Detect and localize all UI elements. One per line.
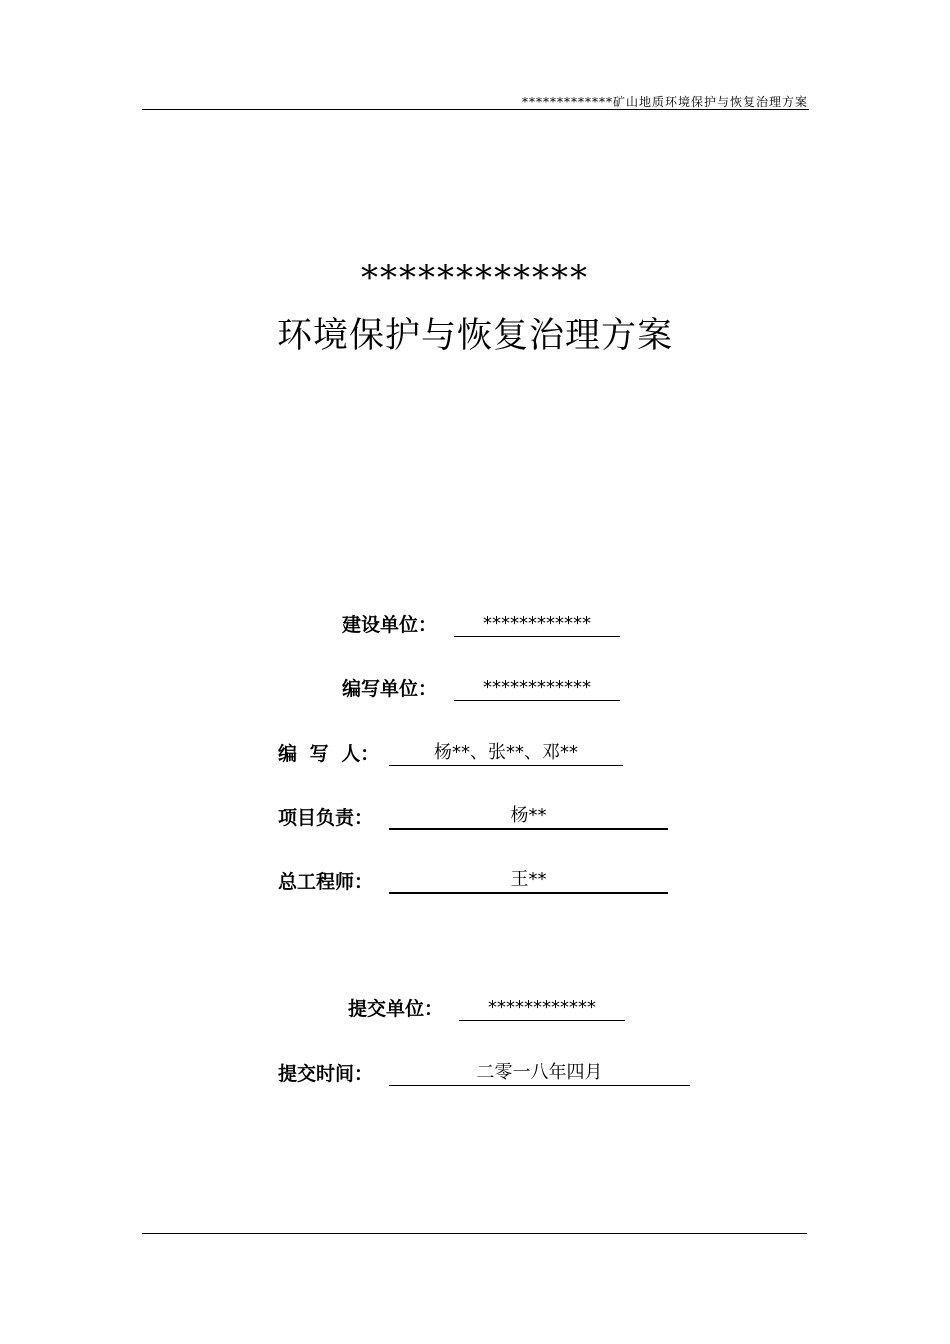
title-organization: ************ (361, 258, 589, 298)
project-lead-label: 项目负责： (278, 807, 374, 829)
author-value: 杨**、张**、邓** (389, 741, 623, 766)
compiling-unit-label: 编写单位： (342, 678, 438, 700)
author-label: 编 写 人： (278, 743, 380, 765)
chief-engineer-value: 王** (389, 868, 668, 894)
compiling-unit-value: ************ (454, 676, 620, 701)
footer-rule (142, 1233, 807, 1234)
running-header: *************矿山地质环境保护与恢复治理方案 (521, 95, 808, 109)
construction-unit-label: 建设单位： (342, 614, 438, 636)
project-lead-value: 杨** (389, 804, 668, 830)
document-title: 环境保护与恢复治理方案 (276, 316, 673, 356)
submitting-unit-value: ************ (459, 996, 625, 1021)
submission-time-value: 二零一八年四月 (389, 1061, 690, 1086)
header-rule (142, 109, 809, 110)
construction-unit-value: ************ (454, 612, 620, 637)
submission-time-label: 提交时间： (278, 1063, 374, 1085)
submitting-unit-label: 提交单位： (348, 998, 444, 1020)
chief-engineer-label: 总工程师： (278, 871, 374, 893)
